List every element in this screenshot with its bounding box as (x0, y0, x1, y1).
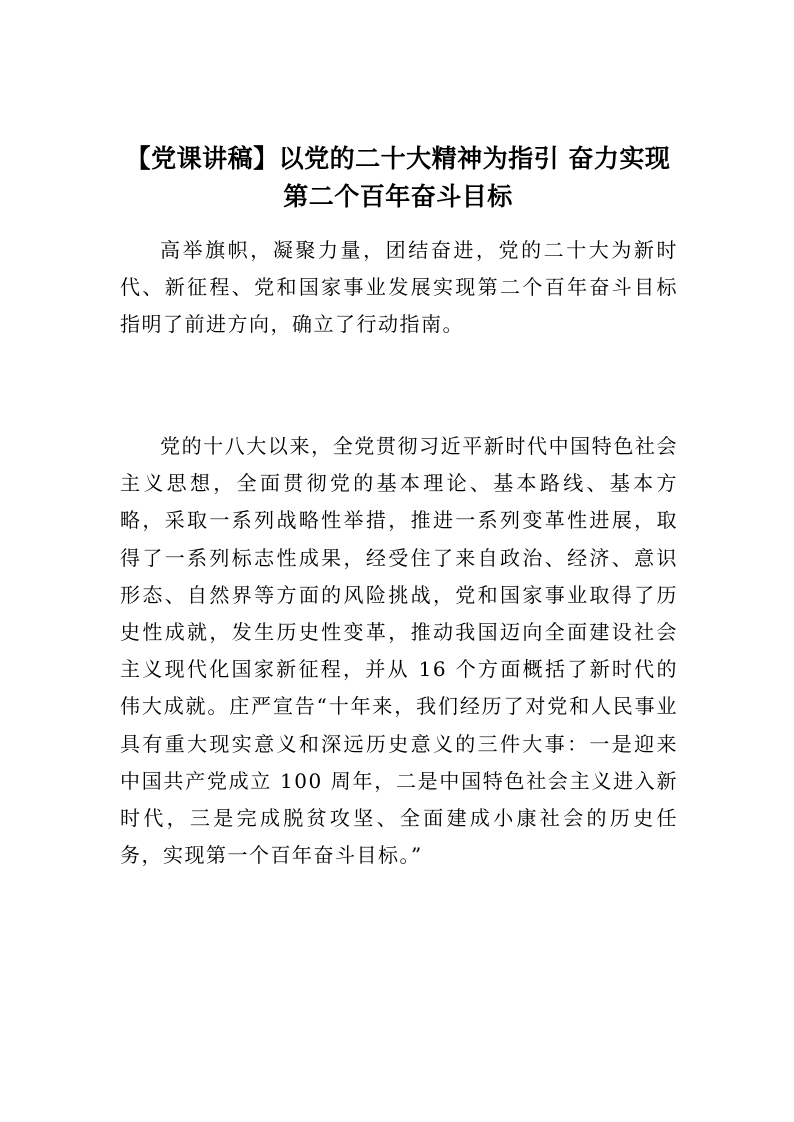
document-title: 【党课讲稿】以党的二十大精神为指引 奋力实现第二个百年奋斗目标 (125, 144, 671, 211)
paragraph-2: 党的十八大以来，全党贯彻习近平新时代中国特色社会主义思想，全面贯彻党的基本理论、基本路线、基本方略，采取一系列战略性举措，推进一系列变革性进展，取得了一系列标志性成果，经受住了来自政治、经济、意识形态、自然界等方面的风险挑战，党和国家事业取得了历史性成就，发生历史性变革，推动我国迈向全面建设社会主义现代化国家新征程，并从 16 个方面概括了新时代的伟大成就。庄严宣告“十年来，我们经历了对党和人民事业具有重大现实意义和深远历史意义的三件大事：一是迎来中国共产党成立 100 周年，二是中国特色社会主义进入新时代，三是完成脱贫攻坚、全面建成小康社会的历史任务，实现第一个百年奋斗目标。” (120, 434, 678, 868)
paragraph-1: 高举旗帜，凝聚力量，团结奋进，党的二十大为新时代、新征程、党和国家事业发展实现第二个百年奋斗目标指明了前进方向，确立了行动指南。 (120, 238, 678, 337)
